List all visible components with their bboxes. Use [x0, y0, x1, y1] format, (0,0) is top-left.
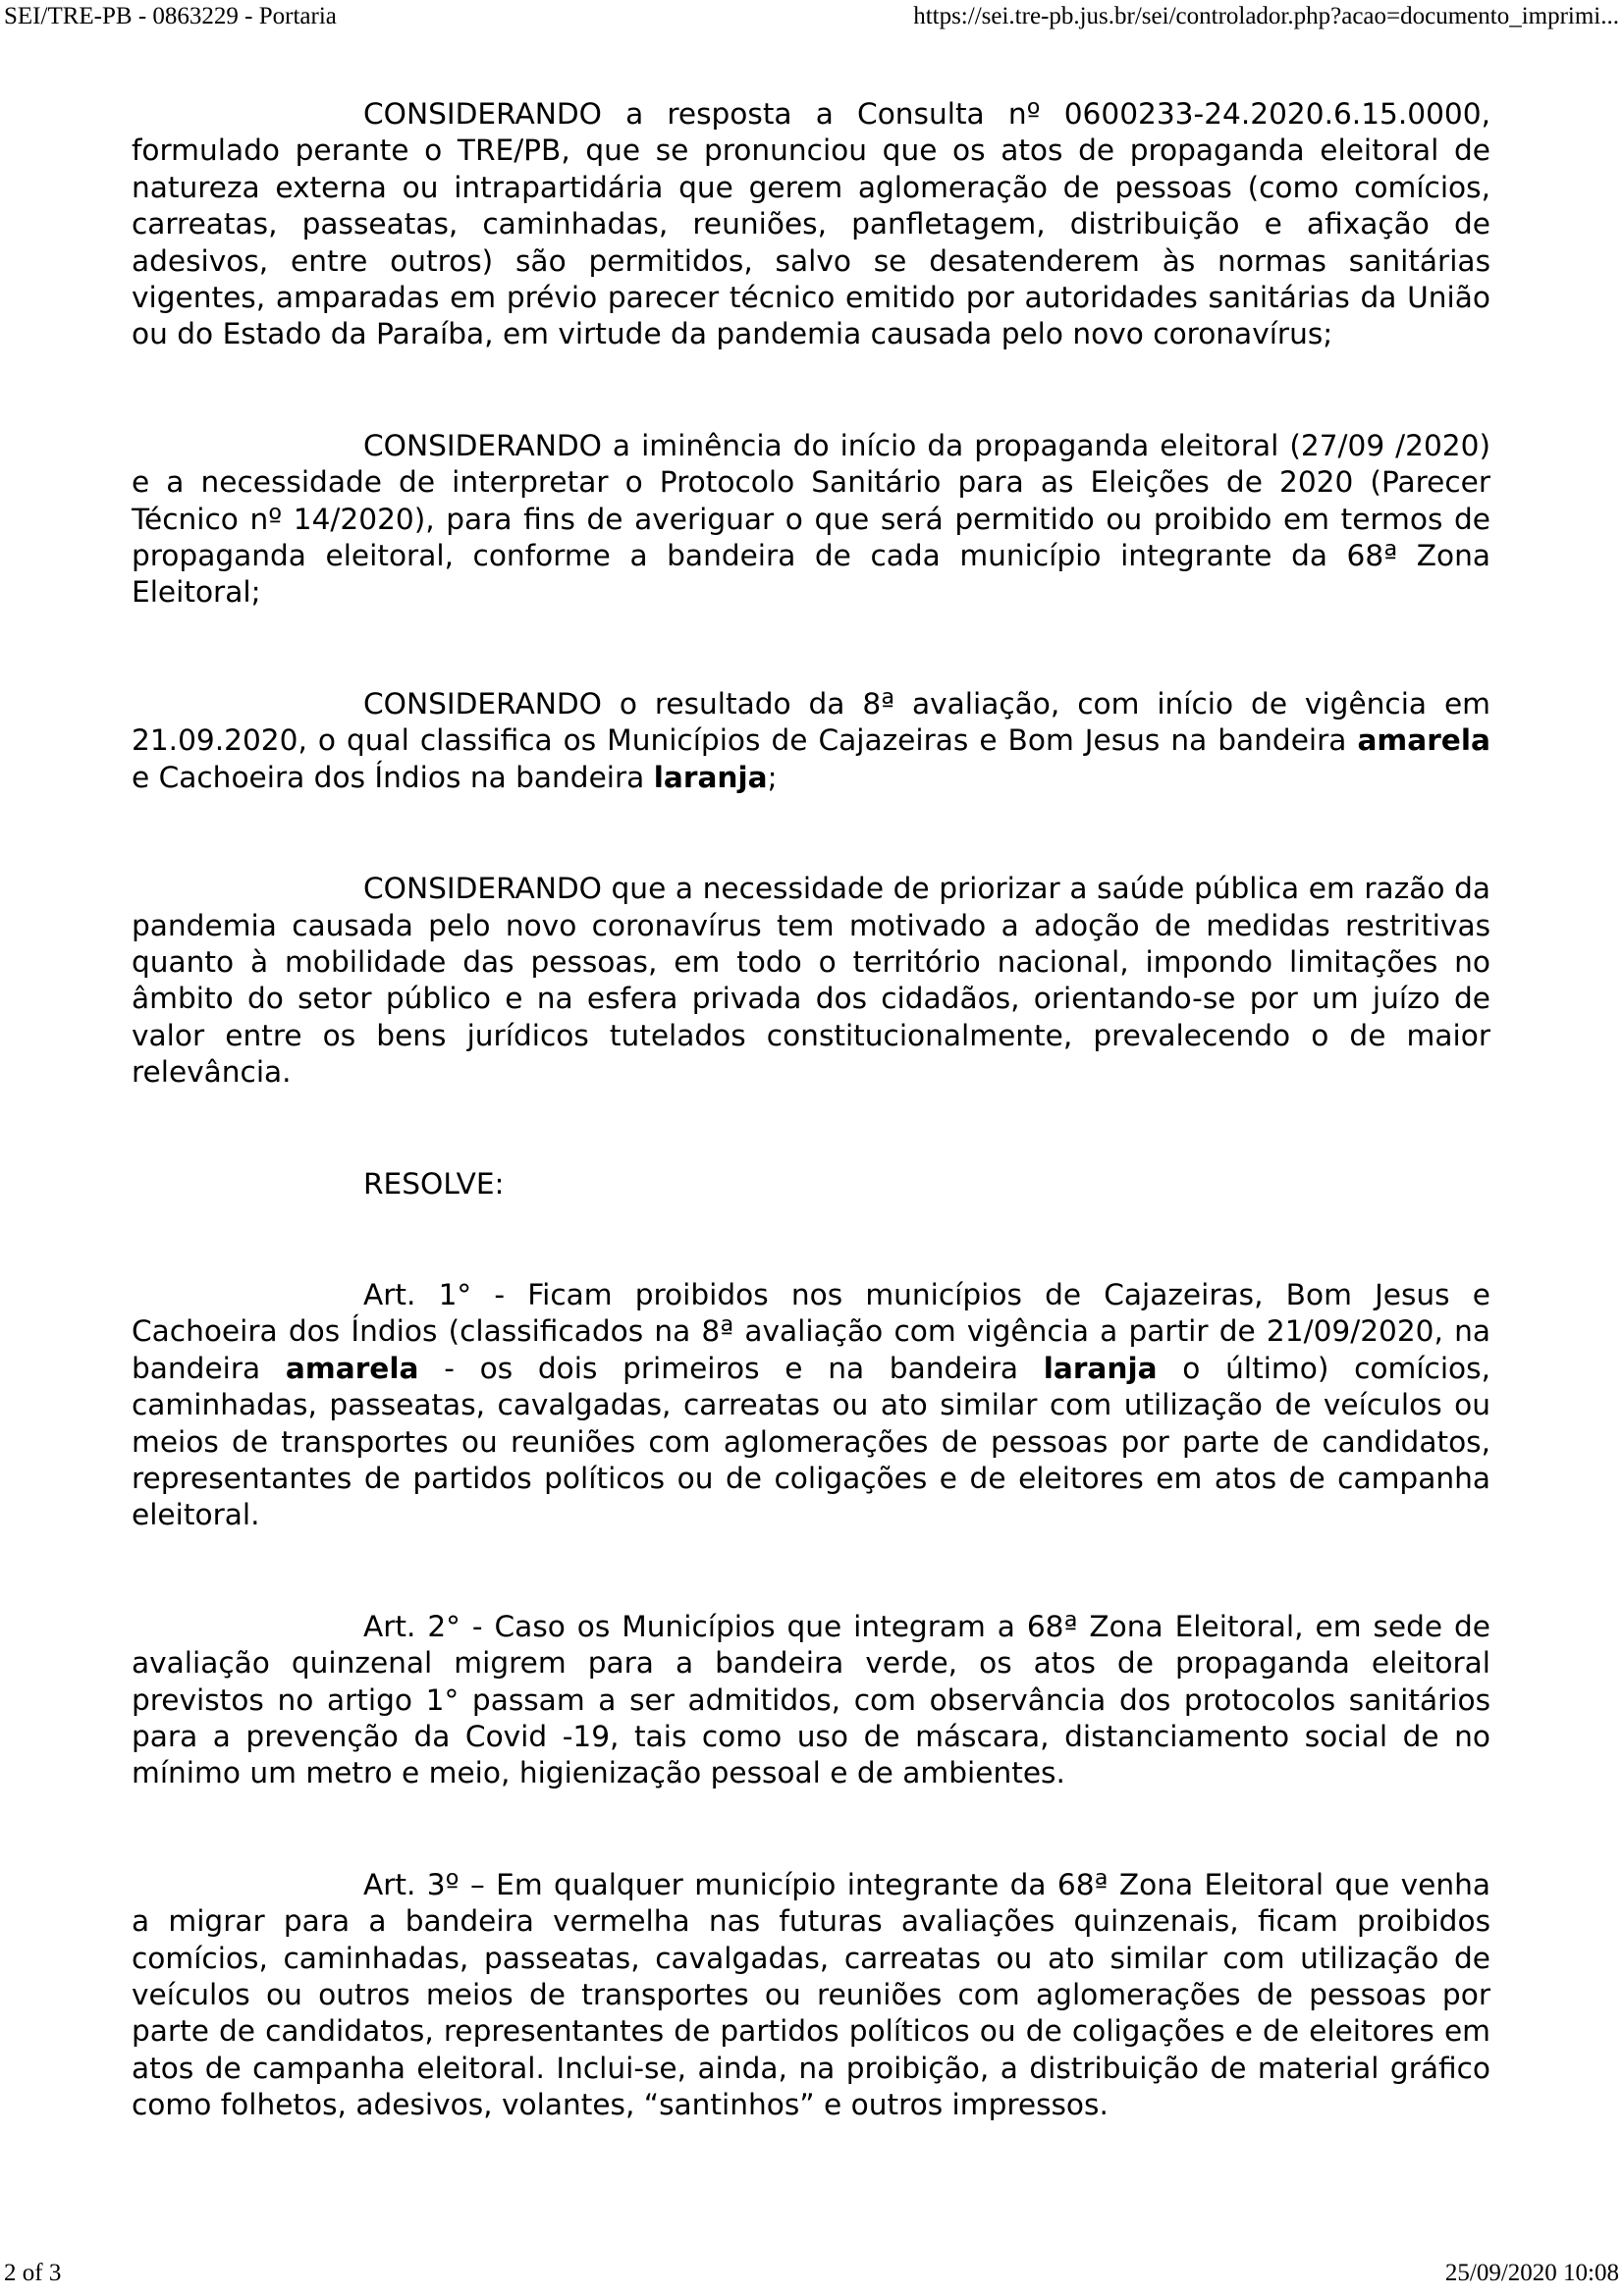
paragraph-considerando-1: CONSIDERANDO a resposta a Consulta nº 0600233-24.2020.6.15.0000, formulado perante o TRE/PB, que se pronunciou que os atos de propaganda eleitoral de natureza externa ou intrapartidária que gerem aglomeração de pessoas (como comícios, carreatas, passeatas, caminhadas, reuniões, panfletagem, distribuição e afixação de adesivos, entre outros) são permitidos, salvo se desatenderem às normas sanitárias vigentes, amparadas em prévio parecer técnico emitido por autoridades sanitárias da União ou do Estado da Paraíba, em virtude da pandemia causada pelo novo coronavírus; — [132, 97, 1490, 351]
resolve-heading: RESOLVE: — [363, 1166, 505, 1201]
page-number: 2 of 3 — [4, 2260, 62, 2286]
text-segment: - os dois primeiros e na bandeira — [418, 1351, 1044, 1385]
bold-term-amarela: amarela — [285, 1351, 419, 1385]
bold-term-laranja: laranja — [653, 760, 768, 794]
print-header — [0, 2, 1623, 33]
bold-term-laranja: laranja — [1043, 1351, 1158, 1385]
text-segment: e Cachoeira dos Índios na bandeira — [132, 760, 654, 794]
article-1 — [132, 1277, 1490, 1534]
text-segment: Art. 1° - Ficam proibidos nos municípios de Cajazeiras, Bom Jesus e Cachoeira dos Índios (classificados na 8ª avaliação com vigência a partir de 21/09/2020, na bandeira — [132, 1277, 1490, 1385]
article-2: Art. 2° - Caso os Municípios que integram a 68ª Zona Eleitoral, em sede de avaliação quinzenal migrem para a bandeira verde, os atos de propaganda eleitoral previstos no artigo 1° passam a ser admitidos, com observância dos protocolos sanitários para a prevenção da Covid -19, tais como uso de máscara, distanciamento social de no mínimo um metro e meio, higienização pessoal e de ambientes. — [132, 1609, 1490, 1790]
print-timestamp: 25/09/2020 10:08 — [1444, 2260, 1619, 2286]
print-header-title: SEI/TRE-PB - 0863229 - Portaria — [4, 3, 337, 29]
text-segment: CONSIDERANDO o resultado da 8ª avaliação, com início de vigência em 21.09.2020, o qual classifica os Municípios de Cajazeiras e Bom Jesus na bandeira — [132, 686, 1490, 758]
article-3: Art. 3º – Em qualquer município integrante da 68ª Zona Eleitoral que venha a migrar para a bandeira vermelha nas futuras avaliações quinzenais, ficam proibidos comícios, caminhadas, passeatas, cavalgadas, carreatas ou ato similar com utilização de veículos ou outros meios de transportes ou reuniões com aglomerações de pessoas por parte de candidatos, representantes de partidos políticos ou de coligações e de eleitores em atos de campanha eleitoral. Inclui-se, ainda, na proibição, a distribuição de material gráfico como folhetos, adesivos, volantes, “santinhos” e outros impressos. — [132, 1867, 1490, 2122]
document-body — [132, 96, 1490, 2124]
text-segment: ; — [767, 760, 778, 794]
text-segment: o último) comícios, caminhadas, passeatas, cavalgadas, carreatas ou ato similar com utilização de veículos ou meios de transportes ou reuniões com aglomerações de pessoas por parte de candidatos, representantes de partidos políticos ou de coligações e de eleitores em atos de campanha eleitoral. — [132, 1351, 1490, 1532]
paragraph-considerando-4: CONSIDERANDO que a necessidade de priorizar a saúde pública em razão da pandemia causada pelo novo coronavírus tem motivado a adoção de medidas restritivas quanto à mobilidade das pessoas, em todo o território nacional, impondo limitações no âmbito do setor público e na esfera privada dos cidadãos, orientando-se por um juízo de valor entre os bens jurídicos tutelados constitucionalmente, prevalecendo o de maior relevância. — [132, 872, 1490, 1090]
print-header-url: https://sei.tre-pb.jus.br/sei/controlador.php?acao=documento_imprimi... — [913, 3, 1619, 29]
bold-term-amarela: amarela — [1357, 723, 1490, 758]
print-footer — [0, 2259, 1623, 2290]
paragraph-considerando-2: CONSIDERANDO a iminência do início da propaganda eleitoral (27/09 /2020) e a necessidade de interpretar o Protocolo Sanitário para as Eleições de 2020 (Parecer Técnico nº 14/2020), para fins de averiguar o que será permitido ou proibido em termos de propaganda eleitoral, conforme a bandeira de cada município integrante da 68ª Zona Eleitoral; — [132, 428, 1490, 610]
paragraph-considerando-3 — [132, 686, 1490, 796]
